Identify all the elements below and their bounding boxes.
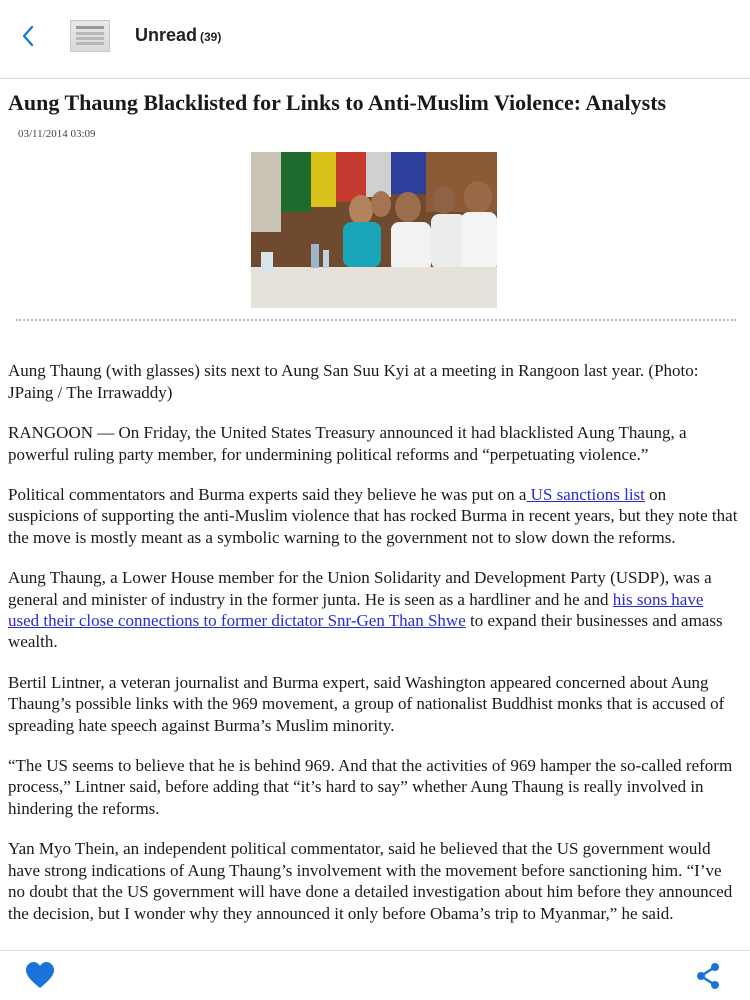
unread-count: (39) [200, 30, 222, 44]
paragraph-6: Yan Myo Thein, an independent political commentator, said he believed that the US government would have strong indications of Aung Thaung’s involvement with the movement before sanctioning him. “I’ve no doubt that the US government will have done a detailed investigation about him before they announced the decision, but I wonder why they announced it only before Obama’s trip to Myanmar,” he said. [8, 839, 733, 923]
paragraph-3-text-start: Aung Thaung, a Lower House member for the Union Solidarity and Development Party (USDP), was a general and minister of industry in the former junta. He is seen as a hardliner and he and [8, 568, 712, 609]
paragraph-2 [8, 484, 738, 548]
back-button[interactable] [14, 22, 42, 50]
bottom-toolbar [0, 950, 750, 1000]
paragraph-4: Bertil Lintner, a veteran journalist and Burma expert, said Washington appeared concerned about Aung Thaung’s possible links with the 969 movement, a group of nationalist Buddhist monks that is accused of spreading hate speech against Burma’s Muslim minority. [8, 672, 725, 735]
feed-title [135, 25, 221, 46]
paragraph-3-text-end: to expand their businesses and amass wealth. [8, 611, 723, 652]
section-divider [16, 319, 736, 321]
article-date: 03/11/2014 03:09 [18, 128, 96, 141]
meeting-photo-illustration [251, 152, 497, 308]
article-headline: Aung Thaung Blacklisted for Links to Anti-Muslim Violence: Analysts [8, 90, 667, 115]
heart-icon [24, 960, 56, 992]
paragraph-5: “The US seems to believe that he is behind 969. And that the activities of 969 hamper the so-called reform process,” Lintner said, before adding that “it’s hard to say” whether Aung Thaung is really involved in hindering the reforms. [8, 756, 733, 818]
sons-connections-link[interactable]: his sons have used their close connections to former dictator Snr-Gen Than Shwe [8, 589, 704, 631]
article-photo [251, 152, 497, 308]
newspaper-thumbnail [70, 20, 110, 52]
share-icon [694, 962, 722, 990]
paragraph-3 [8, 567, 738, 653]
chevron-left-icon [20, 25, 36, 47]
photo-caption: Aung Thaung (with glasses) sits next to Aung San Suu Kyi at a meeting in Rangoon last year. (Photo: JPaing / The Irrawaddy) [8, 361, 699, 402]
us-sanctions-list-link[interactable]: US sanctions list [526, 485, 645, 505]
article-body [8, 80, 738, 950]
favorite-button[interactable] [24, 960, 56, 992]
share-button[interactable] [694, 962, 722, 990]
paragraph-2-text-end: on suspicions of supporting the anti-Muslim violence that has rocked Burma in recent years, but they note that the move is mostly meant as a symbolic warning to the government not to slow down the reforms. [8, 485, 738, 547]
paragraph-1: RANGOON — On Friday, the United States Treasury announced it had blacklisted Aung Thaung, a powerful ruling party member, for undermining political reforms and “perpetuating violence.” [8, 423, 687, 464]
feed-title-label: Unread [135, 25, 198, 45]
paragraph-2-text-start: Political commentators and Burma experts said they believe he was put on a [8, 485, 527, 505]
top-navigation-bar [0, 0, 750, 79]
